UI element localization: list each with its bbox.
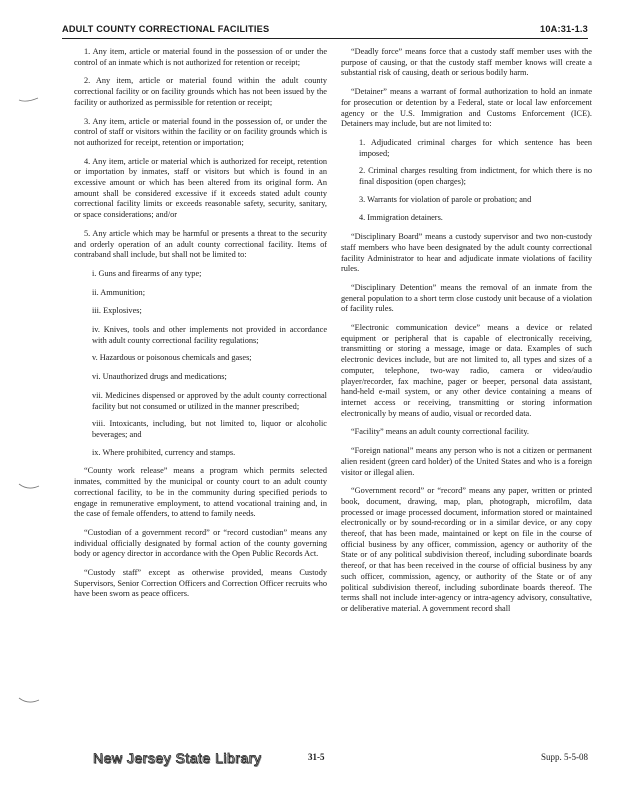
list-item: ii. Ammunition; bbox=[92, 287, 146, 297]
paragraph: “Custody staff” except as otherwise provided, means Custody Supervisors, Senior Correction Officers and Correction Officer recruits who have been sworn as peace officers. bbox=[74, 568, 327, 599]
paragraph: “Government record” or “record” means any paper, written or printed book, document, drawing, map, plan, photograph, microfilm, data processed or image processed document, information stored or maintained electronically or by sound-recording or in a similar device, or any copy thereof, that has been made, maintained or kept on file in the course of official business by any officer, commission, agency or authority of the State or of any political subdivision thereof, including subordinate boards thereof, or that has been received in the course of official business by any such officer, commission, agency, or authority of the State or of any political subdivision thereof, including subordinate boards thereof. The terms shall not include inter-agency or intra-agency advisory, consultative, or deliberative material. A government record shall bbox=[341, 486, 592, 613]
paragraph: “Detainer” means a warrant of formal authorization to hold an inmate for prosecution or detention by a Federal, state or local law enforcement agency or the U.S. Immigration and Customs Enforcement (ICE). Detainers may include, but are not limited to: bbox=[341, 87, 592, 129]
header-section-number: 10A:31-1.3 bbox=[540, 24, 588, 34]
paragraph: 4. Any item, article or material which is authorized for receipt, retention or importation by inmates, staff or visitors but which is found in an excessive amount or which has been altered from its original form. An amount shall be considered excessive if it exceeds stated adult county correctional facility limits or exceeds reasonable safety, security, sanitary, or space considerations; and/or bbox=[74, 156, 327, 220]
paragraph: “Electronic communication device” means a device or related equipment or peripheral that is capable of electronically receiving, transmitting or storing a message, image or data. Examples of such electronic devices include, but are not limited to, all types and sizes of a computer, telephone, two-way radio, camera or video/audio player/recorder, fax machine, pager or beeper, personal data assistant, hand-held e-mail system, or any other device containing a means of internet access or receiving, transmitting or storing information electronically by means of audio, visual or recorded data. bbox=[341, 323, 592, 418]
list-item: 1. Adjudicated criminal charges for which sentence has been imposed; bbox=[359, 137, 592, 158]
list-item: viii. Intoxicants, including, but not limited to, liquor or alcoholic beverages; and bbox=[92, 419, 327, 439]
paragraph: 5. Any article which may be harmful or presents a threat to the security and orderly operation of an adult county correctional facility. Items of contraband shall include, but shall not be limited to: bbox=[74, 228, 327, 260]
list-item: v. Hazardous or poisonous chemicals and gases; bbox=[92, 353, 252, 363]
list-item: 2. Criminal charges resulting from indictment, for which there is no final disposition (open charges); bbox=[359, 166, 592, 187]
paragraph: “Disciplinary Detention” means the removal of an inmate from the general population to a short term close custody unit because of a violation of facility rules. bbox=[341, 282, 592, 314]
paragraph: “Foreign national” means any person who is not a citizen or permanent alien resident (green card holder) of the United States and who is a foreign visitor or illegal alien. bbox=[341, 446, 592, 477]
list-item: vi. Unauthorized drugs and medications; bbox=[92, 372, 227, 382]
scan-margin-mark bbox=[18, 96, 40, 104]
paragraph: “Facility” means an adult county correctional facility. bbox=[351, 427, 530, 437]
library-watermark: New Jersey State Library bbox=[93, 750, 262, 766]
paragraph: 3. Any item, article or material found in the possession of, or under the control of staff or visitors within the facility or on facility grounds which is not authorized for receipt, retention or importation; bbox=[74, 116, 327, 147]
header-title: ADULT COUNTY CORRECTIONAL FACILITIES bbox=[62, 24, 270, 34]
list-item: ix. Where prohibited, currency and stamps. bbox=[92, 447, 236, 457]
list-item: 3. Warrants for violation of parole or probation; and bbox=[359, 194, 532, 204]
page-number: 31-5 bbox=[308, 752, 325, 762]
paragraph: “County work release” means a program which permits selected inmates, committed by the municipal or county court to an adult county correctional facility, to be in the community during specified periods to engage in remunerative employment, to attend vocational training and, in the case of female offenders, to attend to family needs. bbox=[74, 466, 327, 519]
scan-margin-mark bbox=[18, 482, 40, 492]
paragraph: 1. Any item, article or material found in the possession of or under the control of an inmate which is not authorized for retention or receipt; bbox=[74, 47, 327, 67]
list-item: vii. Medicines dispensed or approved by the adult county correctional facility but not consumed or utilized in the manner prescribed; bbox=[92, 390, 327, 411]
right-column bbox=[341, 47, 592, 623]
list-item: iii. Explosives; bbox=[92, 306, 142, 316]
list-item: i. Guns and firearms of any type; bbox=[92, 268, 202, 278]
left-column bbox=[74, 47, 327, 608]
paragraph: “Disciplinary Board” means a custody supervisor and two non-custody staff members who have been designated by the adult county correctional facility Administrator to hear and adjudicate inmate violations of facility rules. bbox=[341, 232, 592, 274]
paragraph: “Custodian of a government record” or “record custodian” means any individual officially designated by formal action of the county governing body or agency director in accordance with the Open Public Records Act. bbox=[74, 527, 327, 559]
list-item: 4. Immigration detainers. bbox=[359, 213, 443, 223]
paragraph: 2. Any item, article or material found within the adult county correctional facility or on facility grounds which has not been issued by the facility or authorized as permissible for retention or receipt; bbox=[74, 76, 327, 107]
paragraph: “Deadly force” means force that a custody staff member uses with the purpose of causing, or that the custody staff member knows will create a substantial risk of causing, death or serious bodily harm. bbox=[341, 47, 592, 78]
supplement-date: Supp. 5-5-08 bbox=[541, 752, 588, 762]
running-header bbox=[62, 24, 588, 39]
list-item: iv. Knives, tools and other implements not provided in accordance with adult county correctional facility regulations; bbox=[92, 325, 327, 345]
scan-margin-mark bbox=[18, 696, 40, 706]
